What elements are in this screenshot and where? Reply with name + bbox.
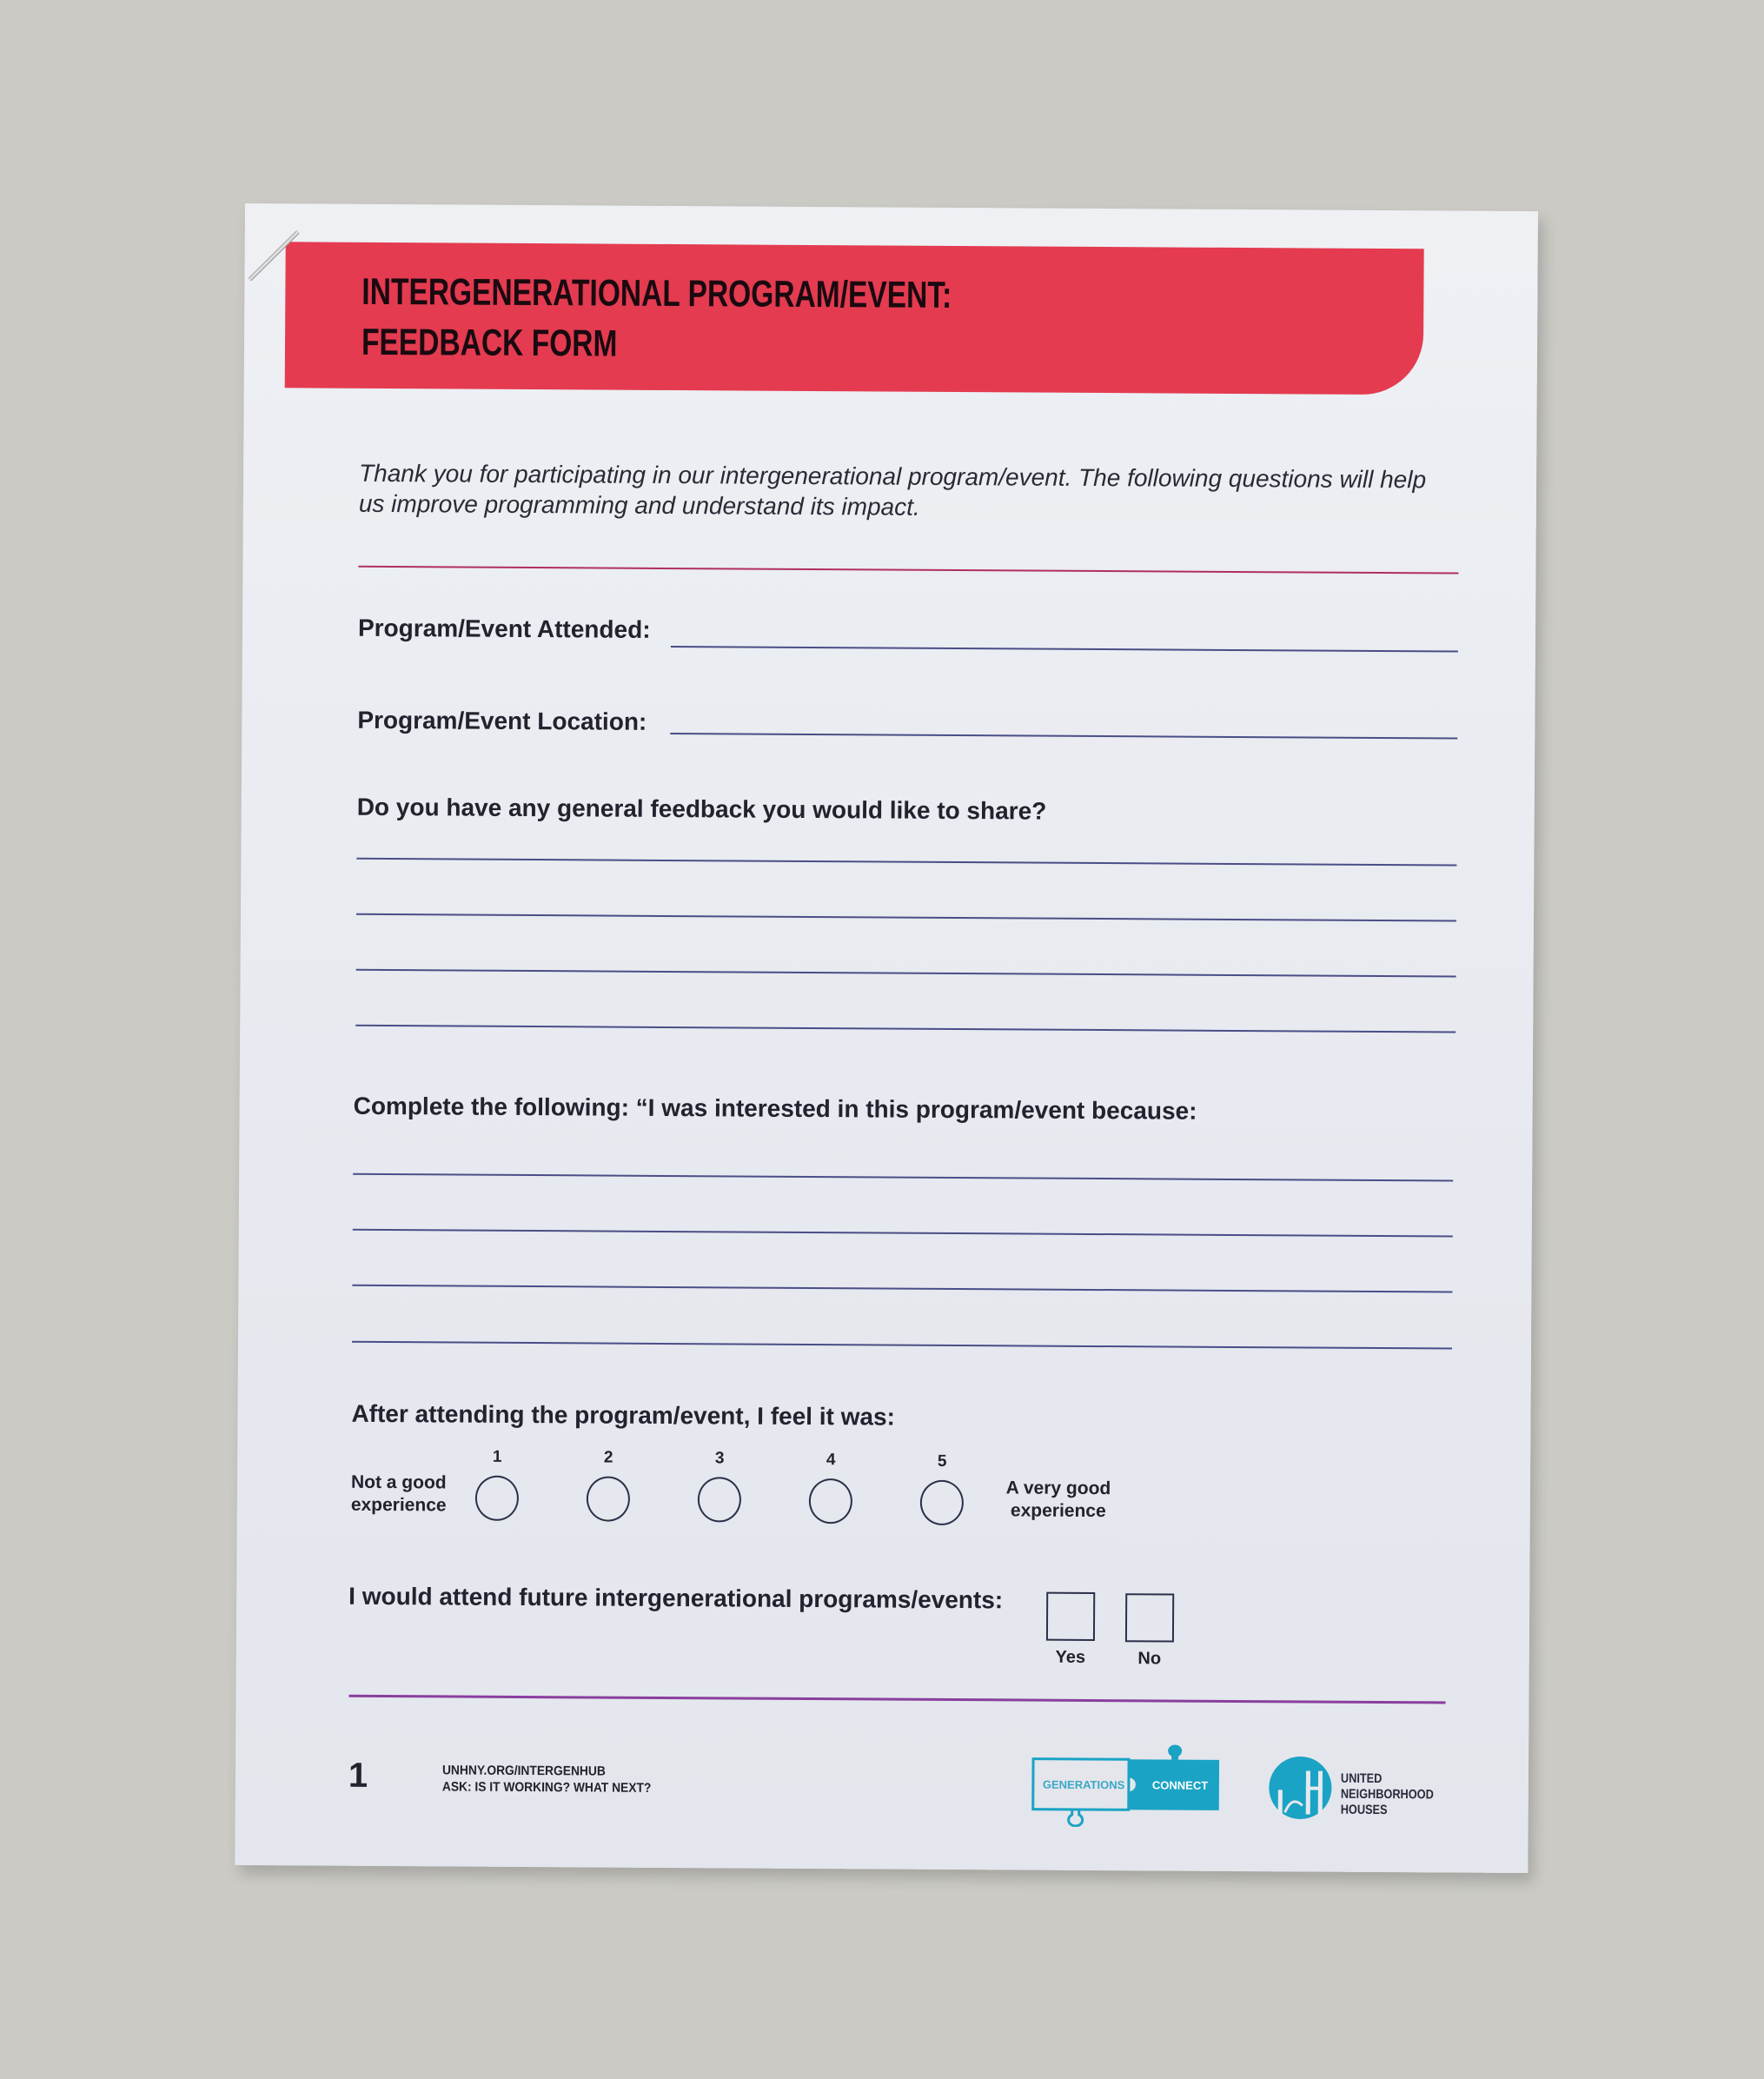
unh-logo-icon [1268,1755,1333,1820]
divider-top [358,566,1458,575]
rating-number-4: 4 [826,1451,836,1470]
divider-bottom [349,1695,1446,1704]
feedback-line-1[interactable] [356,858,1456,867]
svg-text:CONNECT: CONNECT [1151,1778,1209,1792]
rating-low-label: Not a good experience [350,1471,447,1516]
rating-number-3: 3 [714,1449,725,1468]
rating-radio-3[interactable] [698,1477,741,1522]
org-name-line1: UNITED [1340,1770,1383,1787]
attended-label: Program/Event Attended: [357,614,651,643]
generations-connect-logo [1031,1744,1224,1828]
feedback-line-4[interactable] [355,1025,1456,1033]
form-title-line1: INTERGENERATIONAL PROGRAM/EVENT: [361,270,952,316]
form-title-line2: FEEDBACK FORM [361,321,618,365]
rating-radio-1[interactable] [475,1476,519,1521]
location-label: Program/Event Location: [357,706,647,735]
yes-label: Yes [1055,1647,1086,1667]
footer-text [442,1762,652,1796]
form-title [361,267,952,371]
org-name-line3: HOUSES [1340,1802,1388,1818]
location-input-line[interactable] [670,733,1457,740]
rating-number-2: 2 [603,1448,613,1467]
attended-input-line[interactable] [671,646,1458,653]
yes-checkbox[interactable] [1046,1592,1095,1641]
org-name-line2: NEIGHBORHOOD [1340,1786,1434,1803]
future-attendance-question: I would attend future intergenerational programs/events: [348,1582,1004,1614]
general-feedback-question: Do you have any general feedback you would like to share? [356,793,1047,825]
feedback-line-3[interactable] [356,969,1456,978]
feedback-line-2[interactable] [356,913,1456,922]
rating-high-label: A very good experience [1005,1478,1111,1522]
feedback-form-page [235,203,1538,1873]
interest-line-3[interactable] [352,1285,1452,1293]
rating-question: After attending the program/event, I feel it was: [351,1399,896,1431]
footer-tagline: ASK: IS IT WORKING? WHAT NEXT? [441,1779,652,1796]
interest-line-2[interactable] [353,1229,1453,1238]
footer-url[interactable]: UNHNY.ORG/INTERGENHUB [441,1763,606,1779]
rating-number-5: 5 [937,1451,947,1471]
rating-radio-4[interactable] [809,1478,852,1524]
rating-radio-2[interactable] [587,1476,630,1521]
no-checkbox[interactable] [1125,1593,1174,1642]
interest-question: Complete the following: “I was interested in this program/event because: [353,1092,1197,1125]
rating-number-1: 1 [492,1447,502,1466]
interest-line-4[interactable] [352,1341,1452,1350]
unh-org-name [1341,1771,1434,1819]
intro-text: Thank you for participating in our intergenerational program/event. The following questions will help us improve programming and understand its impact. [358,459,1427,521]
no-label: No [1137,1649,1162,1669]
svg-text:GENERATIONS: GENERATIONS [1042,1777,1125,1792]
page-number: 1 [348,1756,368,1795]
puzzle-icon [1031,1744,1224,1828]
rating-radio-5[interactable] [920,1480,964,1525]
interest-line-1[interactable] [353,1173,1453,1182]
